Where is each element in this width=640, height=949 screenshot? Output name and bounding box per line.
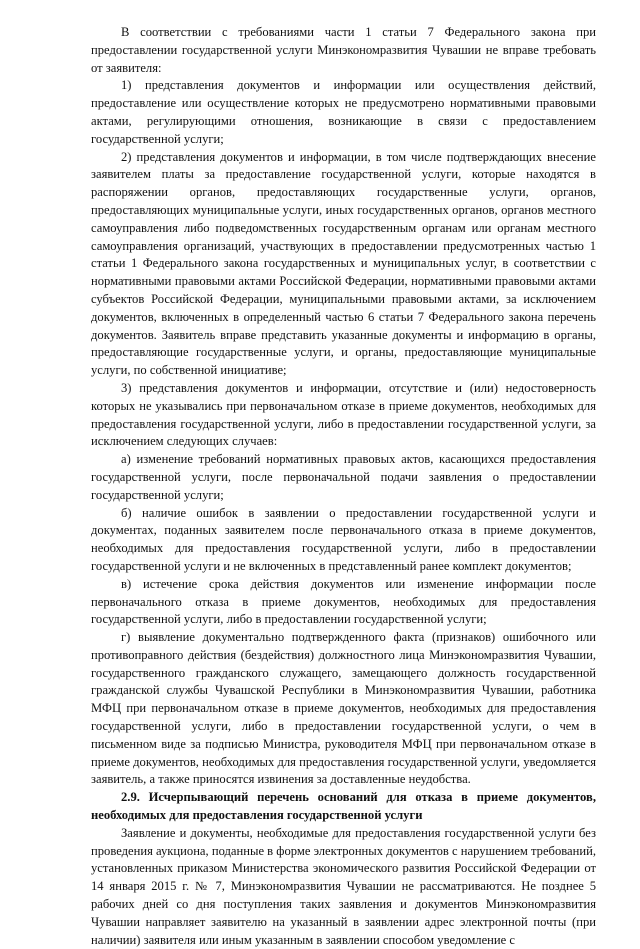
list-item-1: 1) представления документов и информации или осуществления действий, предоставление или осуществление которых не предусмотрено нормативными правовыми актами, регулирующими отношения, возникающие в связи с предоставлением государственной услуги; [91,78,596,146]
exception-b: б) наличие ошибок в заявлении о предоставлении государственной услуги и документах, поданных заявителем после первоначального отказа в приеме документов, необходимых для предоставления государственной услуги, либо в предоставлении государственной услуги и не включенных в представленный ранее комплект документов; [91,505,596,573]
final-paragraph: Заявление и документы, необходимые для предоставления государственной услуги без проведения аукциона, поданные в форме электронных документов с нарушением требований, установленных приказом Министерства экономического развития Российской Федерации от 14 января 2015 г. № 7, Минэкономразвития Чувашии не рассматриваются. Не позднее 5 рабочих дней со дня поступления таких заявления и документов Минэкономразвития Чувашии направляет заявителю на указанный в заявлении адрес электронной почты (при наличии) заявителя или иным указанным в заявлении способом уведомление с [91,825,596,947]
list-item-3: 3) представления документов и информации, отсутствие и (или) недостоверность которых не указывались при первоначальном отказе в приеме документов, необходимых для предоставления государственной услуги, либо в предоставлении государственной услуги, за исключением следующих случаев: [91,380,596,449]
intro-paragraph: В соответствии с требованиями части 1 статьи 7 Федерального закона при предоставлении государственной услуги Минэкономразвития Чувашии не вправе требовать от заявителя: [91,25,596,75]
section-heading: 2.9. Исчерпывающий перечень оснований для отказа в приеме документов, необходимых для предоставления государственной услуги [91,790,596,823]
document-body [91,24,596,949]
list-item-2: 2) представления документов и информации, в том числе подтверждающих внесение заявителем платы за предоставление государственной услуги, которые находятся в распоряжении органов, предоставляющих государственные услуги, органов, предоставляющих муниципальные услуги, иных государственных органов, органов местного самоуправления либо подведомственных государственным органам или органам местного самоуправления организаций, участвующих в предоставлении предусмотренных частью 1 статьи 1 Федерального закона государственных и муниципальных услуг, в соответствии с нормативными правовыми актами Российской Федерации, нормативными правовыми актами субъектов Российской Федерации, муниципальными правовыми актами, за исключением документов, включенных в определенный частью 6 статьи 7 Федерального закона перечень документов. Заявитель вправе представить указанные документы и информацию в органы, предоставляющие государственные услуги, и органы, предоставляющие муниципальные услуги, по собственной инициативе; [91,149,596,378]
exception-a: а) изменение требований нормативных правовых актов, касающихся предоставления государственной услуги, после первоначальной подачи заявления о предоставлении государственной услуги; [91,452,596,502]
exception-g: г) выявление документально подтвержденного факта (признаков) ошибочного или противоправного действия (бездействия) должностного лица Минэкономразвития Чувашии, государственного гражданского служащего, замещающего должность государственной гражданской службы Чувашской Республики в Минэкономразвития Чувашии, работника МФЦ при первоначальном отказе в приеме документов, необходимых для предоставления государственной услуги, либо в предоставлении государственной услуги, о чем в письменном виде за подписью Министра, руководителя МФЦ при первоначальном отказе в приеме документов, необходимых для предоставления государственной услуги, уведомляется заявитель, а также приносятся извинения за доставленные неудобства. [91,630,596,787]
exception-v: в) истечение срока действия документов или изменение информации после первоначального отказа в приеме документов, необходимых для предоставления государственной услуги, либо в предоставлении государственной услуги; [91,576,596,627]
